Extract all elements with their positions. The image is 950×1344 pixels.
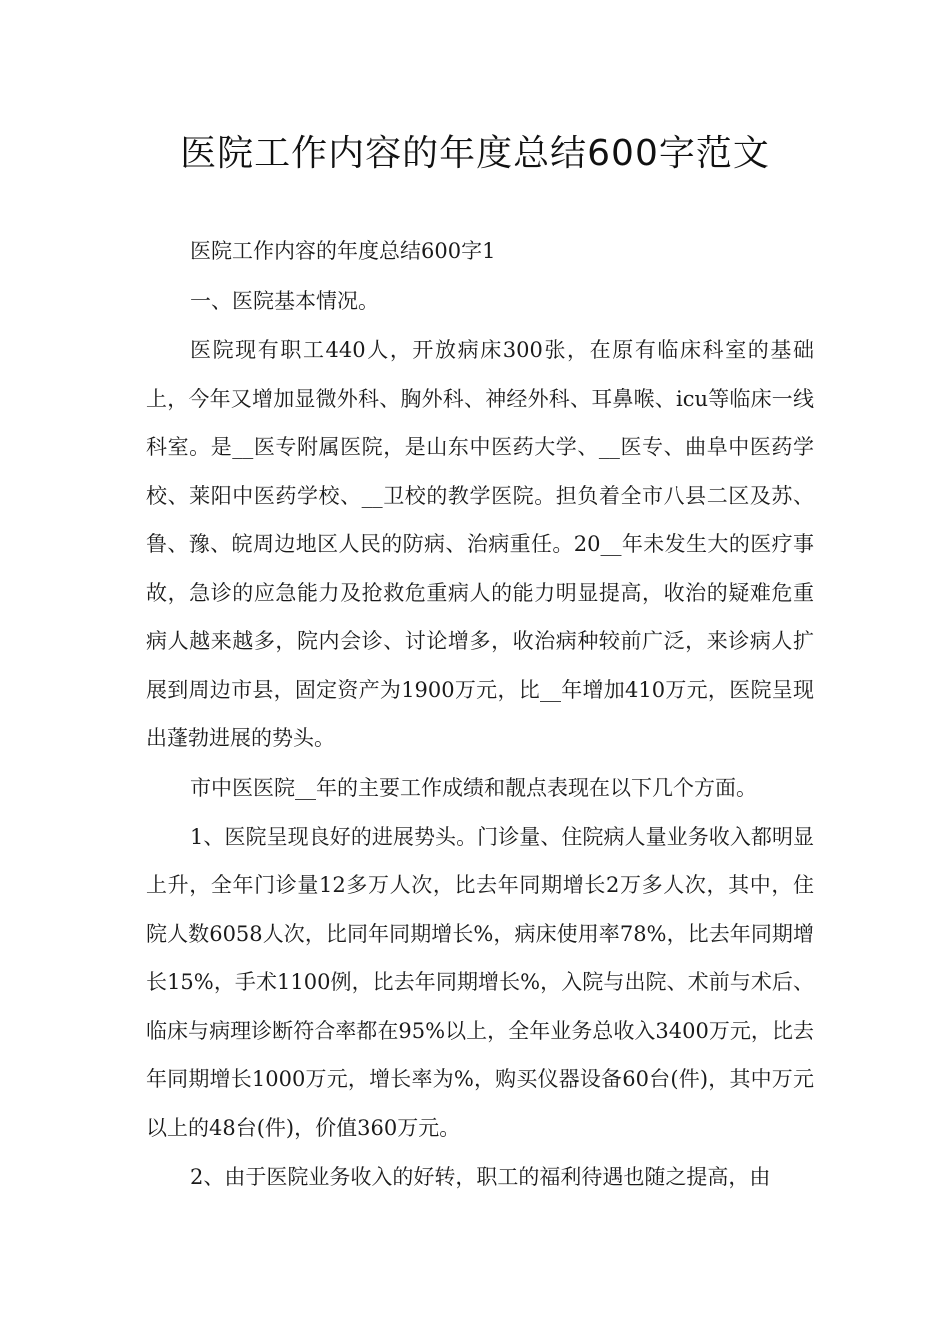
paragraph-item-2: 2、由于医院业务收入的好转，职工的福利待遇也随之提高，由 (190, 1165, 771, 1189)
paragraph-section-1: 一、医院基本情况。 (190, 289, 379, 313)
document-title: 医院工作内容的年度总结600字范文 (180, 133, 770, 174)
paragraph-heading-1: 医院工作内容的年度总结600字1 (190, 239, 496, 263)
paragraph-basic-info: 医院现有职工440人，开放病床300张，在原有临床科室的基础上，今年又增加显微外科、胸外科、神经外科、耳鼻喉、icu等临床一线科室。是__医专附属医院，是山东中医药大学、__医专、曲阜中医药学校、莱阳中医药学校、__卫校的教学医院。担负着全市八县二区及苏、鲁、豫、皖周边地区人民的防病、治病重任。20__年未发生大的医疗事故，急诊的应急能力及抢救危重病人的能力明显提高，收治的疑难危重病人越来越多，院内会诊、讨论增多，收治病种较前广泛，来诊病人扩展到周边市县，固定资产为1900万元，比__年增加410万元，医院呈现出蓬勃进展的势头。 (146, 338, 814, 750)
paragraph-item-1: 1、医院呈现良好的进展势头。门诊量、住院病人量业务收入都明显上升，全年门诊量12多万人次，比去年同期增长2万多人次，其中，住院人数6058人次，比同年同期增长%，病床使用率78%，比去年同期增长15%，手术1100例，比去年同期增长%，入院与出院、术前与术后、临床与病理诊断符合率都在95%以上，全年业务总收入3400万元，比去年同期增长1000万元，增长率为%，购买仪器设备60台(件)，其中万元以上的48台(件)，价值360万元。 (146, 824, 814, 1140)
paragraph-achievements-intro: 市中医医院__年的主要工作成绩和靓点表现在以下几个方面。 (190, 775, 757, 800)
document-body (146, 226, 814, 1202)
